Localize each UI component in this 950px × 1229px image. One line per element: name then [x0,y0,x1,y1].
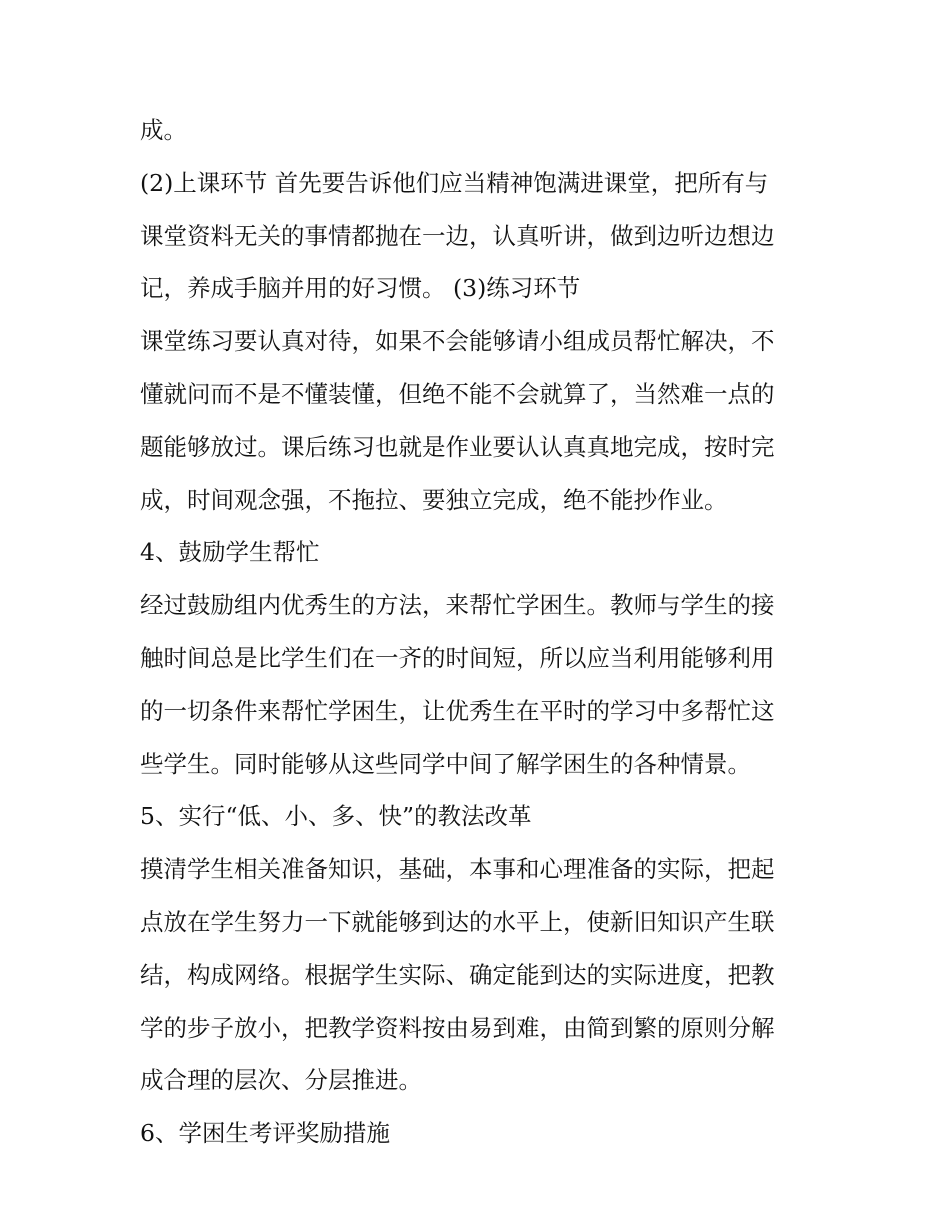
text-line: 成，时间观念强，不拖拉、要独立完成，绝不能抄作业。 [140,485,728,514]
text-line: 些学生。同时能够从这些同学中间了解学困生的各种情景。 [140,749,751,778]
section-heading: 5、实行“低、小、多、快”的教法改革 [140,802,532,831]
section-heading: 6、学困生考评奖励措施 [140,1119,390,1148]
document-body [140,104,830,1160]
text-line: 摸清学生相关准备知识，基础，本事和心理准备的实际，把起 [140,855,775,884]
text-line: 记，养成手脑并用的好习惯。 (3)练习环节 [140,274,581,303]
text-line: 结，构成网络。根据学生实际、确定能到达的实际进度，把教 [140,960,775,989]
text-line: 学的步子放小，把教学资料按由易到难，由简到繁的原则分解 [140,1013,775,1042]
section-heading: 4、鼓励学生帮忙 [140,538,320,567]
text-line: (2)上课环节 首先要告诉他们应当精神饱满进课堂，把所有与 [140,168,769,197]
text-line: 成。 [140,116,187,144]
text-line: 课堂练习要认真对待，如果不会能够请小组成员帮忙解决，不 [140,327,775,356]
text-line: 触时间总是比学生们在一齐的时间短，所以应当利用能够利用 [140,643,775,672]
text-line: 点放在学生努力一下就能够到达的水平上，使新旧知识产生联 [140,907,775,936]
text-line: 经过鼓励组内优秀生的方法，来帮忙学困生。教师与学生的接 [140,591,775,620]
text-line: 成合理的层次、分层推进。 [140,1066,422,1095]
text-line: 课堂资料无关的事情都抛在一边，认真听讲，做到边听边想边 [140,221,775,250]
text-line: 懂就问而不是不懂装懂，但绝不能不会就算了，当然难一点的 [140,379,775,408]
text-line: 的一切条件来帮忙学困生，让优秀生在平时的学习中多帮忙这 [140,696,775,725]
text-line: 题能够放过。课后练习也就是作业要认认真真地完成，按时完 [140,432,775,461]
